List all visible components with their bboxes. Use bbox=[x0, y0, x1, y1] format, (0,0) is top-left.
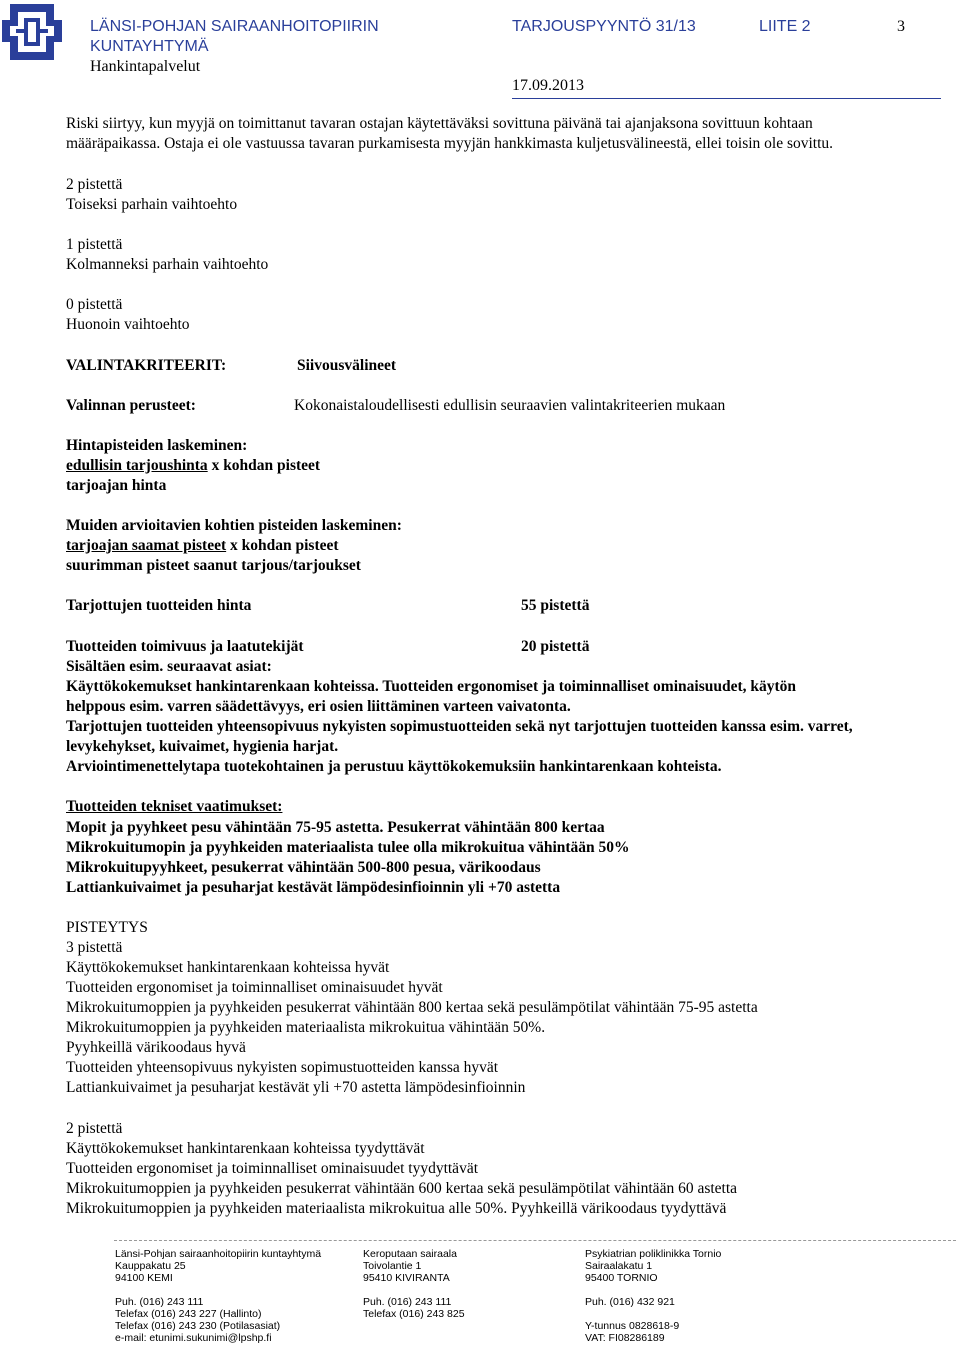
other-calc-title: Muiden arvioitavien kohtien pisteiden laskeminen: bbox=[66, 517, 402, 534]
score-3-item-7: Lattiankuivaimet ja pesuharjat kestävät yli +70 astetta lämpödesinfioinnin bbox=[66, 1079, 526, 1096]
tech-req-2: Mikrokuitumopin ja pyyhkeiden materiaalista tulee olla mikrokuitua vähintään 50% bbox=[66, 839, 630, 856]
score-2-item-2: Tuotteiden ergonomiset ja toiminnalliset ominaisuudet tyydyttävät bbox=[66, 1160, 478, 1177]
footer-hq-line: Länsi-Pohjan sairaanhoitopiirin kuntayhtymä bbox=[115, 1248, 322, 1260]
price-item-points: 55 pistettä bbox=[521, 597, 590, 614]
footer-kero-line: 95410 KIVIRANTA bbox=[363, 1272, 450, 1284]
footer-hq-line: Puh. (016) 243 111 bbox=[115, 1296, 204, 1308]
footer-col-tornio bbox=[585, 1248, 721, 1344]
includes-label: Sisältäen esim. seuraavat asiat: bbox=[66, 658, 272, 675]
risk-paragraph-line2: määräpaikassa. Ostaja ei ole vastuussa tavaran purkamisesta myyjän hankkimasta kuljetusvälineestä, ellei toisin ole sovittu. bbox=[66, 135, 834, 152]
footer-rule bbox=[114, 1240, 956, 1241]
footer-col-keroputaan bbox=[363, 1248, 465, 1320]
score-2-item-1: Käyttökokemukset hankintarenkaan kohteissa tyydyttävät bbox=[66, 1140, 425, 1157]
footer-hq-line bbox=[115, 1284, 321, 1296]
tech-requirements-title: Tuotteiden tekniset vaatimukset: bbox=[66, 798, 283, 815]
tech-req-1: Mopit ja pyyhkeet pesu vähintään 75-95 astetta. Pesukerrat vähintään 800 kertaa bbox=[66, 819, 605, 836]
footer-hq-line: 94100 KEMI bbox=[115, 1272, 173, 1284]
score-2-item-4: Mikrokuitumoppien ja pyyhkeiden materiaalista mikrokuitua alle 50%. Pyyhkeillä värikoodaus tyydyttävä bbox=[66, 1200, 727, 1217]
score-3-item-5: Pyyhkeillä värikoodaus hyvä bbox=[66, 1039, 246, 1056]
function-item-points: 20 pistettä bbox=[521, 638, 590, 655]
quality-line5: Arviointimenettelytapa tuotekohtainen ja perustuu käyttökokemuksiin hankintarenkaan kohteista. bbox=[66, 758, 722, 775]
score-3-item-6: Tuotteiden yhteensopivuus nykyisten sopimustuotteiden kanssa hyvät bbox=[66, 1059, 499, 1076]
price-calc-numerator bbox=[66, 456, 320, 476]
criteria-value: Siivousvälineet bbox=[297, 357, 397, 374]
org-name-line1: LÄNSI-POHJAN SAIRAANHOITOPIIRIN bbox=[90, 18, 379, 35]
score-3-item-4: Mikrokuitumoppien ja pyyhkeiden materiaalista mikrokuitua vähintään 50%. bbox=[66, 1019, 546, 1036]
document-date: 17.09.2013 bbox=[512, 77, 584, 94]
risk-paragraph-line1: Riski siirtyy, kun myyjä on toimittanut tavaran ostajan käytettäväksi sovittuna päivänä tai ajanjaksona sovittuun kohtaan bbox=[66, 115, 813, 132]
points-0-label: 0 pistettä bbox=[66, 296, 123, 313]
footer-hq-line: Telefax (016) 243 230 (Potilasasiat) bbox=[115, 1320, 281, 1332]
score-3-item-3: Mikrokuitumoppien ja pyyhkeiden pesukerrat vähintään 800 kertaa sekä pesulämpötilat vähintään 75-95 astetta bbox=[66, 999, 758, 1016]
quality-line4: levykehykset, kuivaimet, hygienia harjat. bbox=[66, 738, 339, 755]
footer-tornio-line: 95400 TORNIO bbox=[585, 1272, 658, 1284]
org-name-line2: KUNTAYHTYMÄ bbox=[90, 38, 209, 55]
footer-tornio-line: Psykiatrian poliklinikka Tornio bbox=[585, 1248, 722, 1260]
quality-line2: helppous esim. varren säädettävyys, eri osien liittäminen varteen vaivatonta. bbox=[66, 698, 571, 715]
score-3-item-1: Käyttökokemukset hankintarenkaan kohteissa hyvät bbox=[66, 959, 390, 976]
footer-hq-line: Telefax (016) 243 227 (Hallinto) bbox=[115, 1308, 262, 1320]
points-0-desc: Huonoin vaihtoehto bbox=[66, 316, 190, 333]
footer-kero-line: Keroputaan sairaala bbox=[363, 1248, 457, 1260]
points-1-desc: Kolmanneksi parhain vaihtoehto bbox=[66, 256, 269, 273]
other-calc-numerator-underlined: tarjoajan saamat pisteet bbox=[66, 537, 227, 554]
attachment-label: LIITE 2 bbox=[759, 18, 811, 35]
footer-tornio-line: Puh. (016) 432 921 bbox=[585, 1296, 675, 1308]
price-calc-numerator-rest: x kohdan pisteet bbox=[207, 457, 321, 474]
footer-col-hq bbox=[115, 1248, 321, 1344]
price-calc-numerator-underlined: edullisin tarjoushinta bbox=[66, 457, 208, 474]
score-3-label: 3 pistettä bbox=[66, 939, 123, 956]
other-calc-numerator bbox=[66, 536, 339, 556]
header-rule bbox=[512, 98, 941, 99]
score-2-item-3: Mikrokuitumoppien ja pyyhkeiden pesukerrat vähintään 600 kertaa sekä pesulämpötilat vähintään 60 astetta bbox=[66, 1180, 738, 1197]
footer-hq-email[interactable]: e-mail: etunimi.sukunimi@lpshp.fi bbox=[115, 1332, 272, 1344]
price-calc-denominator: tarjoajan hinta bbox=[66, 477, 167, 494]
points-2-label: 2 pistettä bbox=[66, 176, 123, 193]
footer-kero-line: Telefax (016) 243 825 bbox=[363, 1308, 465, 1320]
footer-kero-line bbox=[363, 1284, 465, 1296]
price-item-label: Tarjottujen tuotteiden hinta bbox=[66, 597, 252, 614]
other-calc-denominator: suurimman pisteet saanut tarjous/tarjoukset bbox=[66, 557, 361, 574]
footer-hq-line: Kauppakatu 25 bbox=[115, 1260, 186, 1272]
function-item-label: Tuotteiden toimivuus ja laatutekijät bbox=[66, 638, 304, 655]
footer-tornio-line bbox=[585, 1308, 721, 1320]
other-calc-numerator-rest: x kohdan pisteet bbox=[226, 537, 339, 554]
criteria-label: VALINTAKRITEERIT: bbox=[66, 357, 227, 374]
points-1-label: 1 pistettä bbox=[66, 236, 123, 253]
score-3-item-2: Tuotteiden ergonomiset ja toiminnalliset ominaisuudet hyvät bbox=[66, 979, 443, 996]
tech-req-3: Mikrokuitupyyhkeet, pesukerrat vähintään 500-800 pesua, värikoodaus bbox=[66, 859, 541, 876]
footer-tornio-line: Y-tunnus 0828618-9 bbox=[585, 1320, 680, 1332]
document-reference: TARJOUSPYYNTÖ 31/13 bbox=[512, 18, 696, 35]
quality-line3: Tarjottujen tuotteiden yhteensopivuus nykyisten sopimustuotteiden sekä nyt tarjottujen tuotteiden kanssa esim. varret, bbox=[66, 718, 853, 735]
footer-kero-line: Puh. (016) 243 111 bbox=[363, 1296, 452, 1308]
tech-req-4: Lattiankuivaimet ja pesuharjat kestävät lämpödesinfioinnin yli +70 astetta bbox=[66, 879, 561, 896]
page-number: 3 bbox=[897, 18, 905, 35]
footer-tornio-line bbox=[585, 1284, 721, 1296]
footer-kero-line: Toivolantie 1 bbox=[363, 1260, 422, 1272]
scoring-title: PISTEYTYS bbox=[66, 919, 148, 936]
footer-tornio-line: Sairaalakatu 1 bbox=[585, 1260, 653, 1272]
quality-line1: Käyttökokemukset hankintarenkaan kohteissa. Tuotteiden ergonomiset ja toiminnalliset ominaisuudet, käytön bbox=[66, 678, 797, 695]
basis-label: Valinnan perusteet: bbox=[66, 397, 196, 414]
points-2-desc: Toiseksi parhain vaihtoehto bbox=[66, 196, 238, 213]
org-unit: Hankintapalvelut bbox=[90, 58, 201, 75]
score-2-label: 2 pistettä bbox=[66, 1120, 123, 1137]
price-calc-title: Hintapisteiden laskeminen: bbox=[66, 437, 248, 454]
basis-value: Kokonaistaloudellisesti edullisin seuraavien valintakriteerien mukaan bbox=[294, 397, 726, 414]
footer-tornio-line: VAT: FI08286189 bbox=[585, 1332, 665, 1344]
organization-logo bbox=[0, 0, 64, 66]
